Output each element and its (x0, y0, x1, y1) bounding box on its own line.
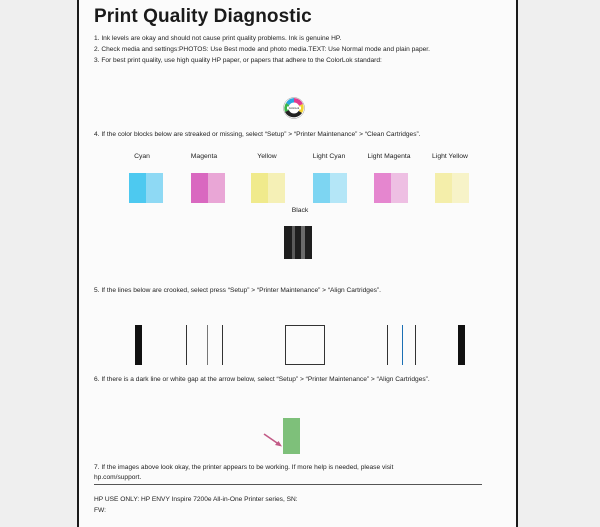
section-7-line-1: 7. If the images above look okay, the printer appears to be working. If more help is needed, please visit (94, 464, 394, 471)
section-5-text: 5. If the lines below are crooked, select press “Setup” > “Printer Maintenance” > “Align Cartridges”. (94, 287, 381, 294)
swatch-light-magenta (374, 173, 408, 203)
swatch-black-band-5 (305, 226, 312, 259)
swatch-light-yellow-left (435, 173, 452, 203)
swatch-magenta (191, 173, 225, 203)
colorlok-logo-text: ColorLok (288, 107, 300, 111)
colorlok-logo-icon (283, 97, 305, 119)
alignment-line-5 (402, 325, 403, 365)
alignment-line-1 (186, 325, 187, 365)
swatch-light-cyan-right (330, 173, 347, 203)
swatch-label-magenta: Magenta (190, 153, 218, 160)
swatch-label-light-cyan: Light Cyan (312, 153, 346, 160)
right-background (517, 0, 600, 527)
swatch-label-light-yellow: Light Yellow (432, 153, 468, 160)
swatch-yellow (251, 173, 285, 203)
footer-line-2: FW: (94, 507, 106, 514)
note-3: 3. For best print quality, use high quality HP paper, or papers that adhere to the ColorLok standard: (94, 57, 382, 64)
section-7-line-2: hp.com/support. (94, 474, 142, 481)
swatch-cyan-right (146, 173, 163, 203)
swatch-magenta-left (191, 173, 208, 203)
section-4-text: 4. If the color blocks below are streaked or missing, select “Setup” > “Printer Maintenance” > “Clean Cartridges”. (94, 131, 421, 138)
swatch-label-light-magenta: Light Magenta (367, 153, 411, 160)
gap-test-block (283, 418, 300, 454)
swatch-yellow-right (268, 173, 285, 203)
section-6-text: 6. If there is a dark line or white gap at the arrow below, select “Setup” > “Printer Maintenance” > “Align Cartridges”. (94, 376, 430, 383)
swatch-light-magenta-left (374, 173, 391, 203)
alignment-line-3 (222, 325, 223, 365)
swatch-yellow-left (251, 173, 268, 203)
swatch-cyan-left (129, 173, 146, 203)
swatch-magenta-right (208, 173, 225, 203)
note-2: 2. Check media and settings:PHOTOS: Use Best mode and photo media.TEXT: Use Normal mode and plain paper. (94, 46, 430, 53)
swatch-light-cyan (313, 173, 347, 203)
swatch-black (284, 226, 312, 259)
page-left-edge (77, 0, 79, 527)
left-background (0, 0, 78, 527)
swatch-light-magenta-right (391, 173, 408, 203)
arrow-icon (262, 432, 284, 448)
swatch-label-yellow: Yellow (257, 153, 277, 160)
swatch-light-yellow (435, 173, 469, 203)
divider (94, 484, 482, 485)
swatch-label-black: Black (291, 207, 309, 214)
footer-line-1: HP USE ONLY: HP ENVY Inspire 7200e All-in-One Printer series, SN: (94, 496, 298, 503)
swatch-light-cyan-left (313, 173, 330, 203)
swatch-black-band-1 (284, 226, 292, 259)
alignment-square (285, 325, 325, 365)
alignment-line-4 (387, 325, 388, 365)
page-right-edge (516, 0, 518, 527)
alignment-bar-right (458, 325, 465, 365)
alignment-line-2 (207, 325, 208, 365)
swatch-light-yellow-right (452, 173, 469, 203)
alignment-line-6 (415, 325, 416, 365)
swatch-cyan (129, 173, 163, 203)
page-title: Print Quality Diagnostic (94, 6, 312, 27)
swatch-label-cyan: Cyan (134, 153, 150, 160)
note-1: 1. Ink levels are okay and should not cause print quality problems. Ink is genuine HP. (94, 35, 342, 42)
alignment-bar-left (135, 325, 142, 365)
